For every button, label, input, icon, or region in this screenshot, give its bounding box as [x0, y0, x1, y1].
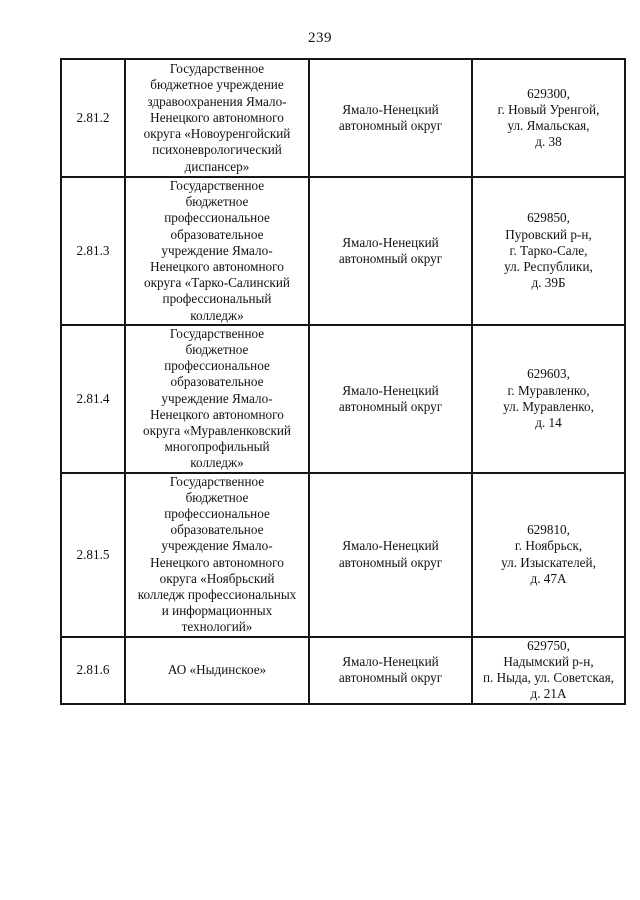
organization-line: психоневрологический [152, 142, 282, 158]
address-line: д. 39Б [531, 275, 566, 291]
page-number: 239 [308, 30, 332, 46]
organization-line: и информационных [161, 603, 273, 619]
organization-line: профессиональное [164, 506, 270, 522]
address-line: 629810, [527, 522, 570, 538]
region-line: автономный округ [338, 554, 443, 570]
organizations-table [60, 58, 626, 705]
region-cell [309, 473, 472, 637]
table-row [61, 59, 625, 177]
region-line: Ямало-Ненецкий [342, 234, 439, 250]
organization-line: Ненецкого автономного [150, 109, 284, 125]
organization-line: образовательное [170, 226, 264, 242]
organization-line: Ненецкого автономного [150, 259, 284, 275]
row-number-cell [61, 177, 125, 325]
address-line: 629603, [527, 366, 570, 382]
organization-line: учреждение Ямало- [161, 390, 273, 406]
organization-cell [125, 59, 309, 177]
organization-line: учреждение Ямало- [161, 242, 273, 258]
organization-line: профессиональное [164, 358, 270, 374]
address-line: д. 21А [530, 686, 567, 702]
address-cell [472, 177, 625, 325]
row-number-cell [61, 637, 125, 704]
region-cell [309, 59, 472, 177]
region-line: Ямало-Ненецкий [342, 653, 439, 669]
organization-line: округа «Муравленковский [142, 423, 291, 439]
row-number-cell [61, 473, 125, 637]
organization-line: колледж» [190, 455, 244, 471]
organization-cell [125, 325, 309, 473]
address-line: п. Ныда, ул. Советская, [483, 670, 614, 686]
organization-line: профессиональное [164, 210, 270, 226]
organization-line: Государственное [169, 473, 265, 489]
organization-line: округа «Новоуренгойский [143, 126, 291, 142]
address-line: д. 14 [535, 414, 562, 430]
organization-line: здравоохранения Ямало- [147, 93, 287, 109]
row-number: 2.81.3 [76, 242, 110, 258]
address-cell [472, 473, 625, 637]
organization-line: бюджетное [185, 194, 249, 210]
organization-line: бюджетное [185, 342, 249, 358]
address-line: ул. Муравленко, [503, 398, 594, 414]
organization-line: образовательное [170, 522, 264, 538]
address-cell [472, 59, 625, 177]
table-row [61, 177, 625, 325]
address-line: г. Муравленко, [507, 382, 590, 398]
address-line: д. 38 [535, 134, 562, 150]
row-number-cell [61, 325, 125, 473]
region-line: автономный округ [338, 398, 443, 414]
organization-line: Государственное [169, 178, 265, 193]
row-number: 2.81.6 [76, 661, 110, 677]
address-line: 629300, [527, 85, 570, 101]
organization-line: учреждение Ямало- [161, 538, 273, 554]
region-line: Ямало-Ненецкий [342, 101, 439, 117]
organization-cell [125, 473, 309, 637]
organization-line: диспансер» [184, 158, 250, 174]
table-row [61, 637, 625, 704]
address-line: Пуровский р-н, [505, 226, 592, 242]
table-row [61, 473, 625, 637]
organization-line: образовательное [170, 374, 264, 390]
address-cell [472, 637, 625, 704]
organization-line: Государственное [169, 325, 265, 341]
region-line: автономный округ [338, 670, 443, 686]
address-line: 629750, [527, 637, 570, 653]
organization-line: колледж профессиональных [137, 587, 297, 603]
address-line: 629850, [527, 210, 570, 226]
organization-line: АО «Ныдинское» [167, 661, 267, 677]
region-line: автономный округ [338, 250, 443, 266]
address-line: ул. Республики, [504, 259, 593, 275]
region-line: автономный округ [338, 118, 443, 133]
address-line: г. Ноябрьск, [514, 538, 583, 554]
organization-cell [125, 177, 309, 325]
organization-line: профессиональный [162, 291, 272, 307]
address-line: ул. Изыскателей, [501, 554, 596, 570]
table-row [61, 325, 625, 473]
region-cell [309, 637, 472, 704]
address-line: д. 47А [530, 570, 567, 586]
organization-line: бюджетное [185, 489, 249, 505]
organization-line: многопрофильный [164, 439, 270, 455]
row-number: 2.81.2 [76, 109, 110, 125]
row-number-cell [61, 59, 125, 177]
organization-line: Ненецкого автономного [150, 554, 284, 570]
organization-line: Ненецкого автономного [150, 406, 284, 422]
organization-cell [125, 637, 309, 704]
region-cell [309, 177, 472, 325]
address-line: ул. Ямальская, [507, 118, 590, 133]
row-number: 2.81.4 [76, 390, 110, 406]
organization-line: колледж» [190, 307, 244, 323]
row-number: 2.81.5 [76, 546, 110, 562]
organization-line: технологий» [181, 619, 253, 635]
address-cell [472, 325, 625, 473]
address-line: Надымский р-н, [503, 653, 594, 669]
organization-line: округа «Тарко-Салинский [144, 275, 290, 291]
region-line: Ямало-Ненецкий [342, 538, 439, 554]
region-line: Ямало-Ненецкий [342, 382, 439, 398]
organization-line: бюджетное учреждение [150, 77, 284, 93]
organization-line: округа «Ноябрьский [159, 570, 275, 586]
address-line: г. Тарко-Сале, [509, 242, 588, 258]
region-cell [309, 325, 472, 473]
address-line: г. Новый Уренгой, [497, 101, 600, 117]
organization-line: Государственное [169, 61, 265, 77]
